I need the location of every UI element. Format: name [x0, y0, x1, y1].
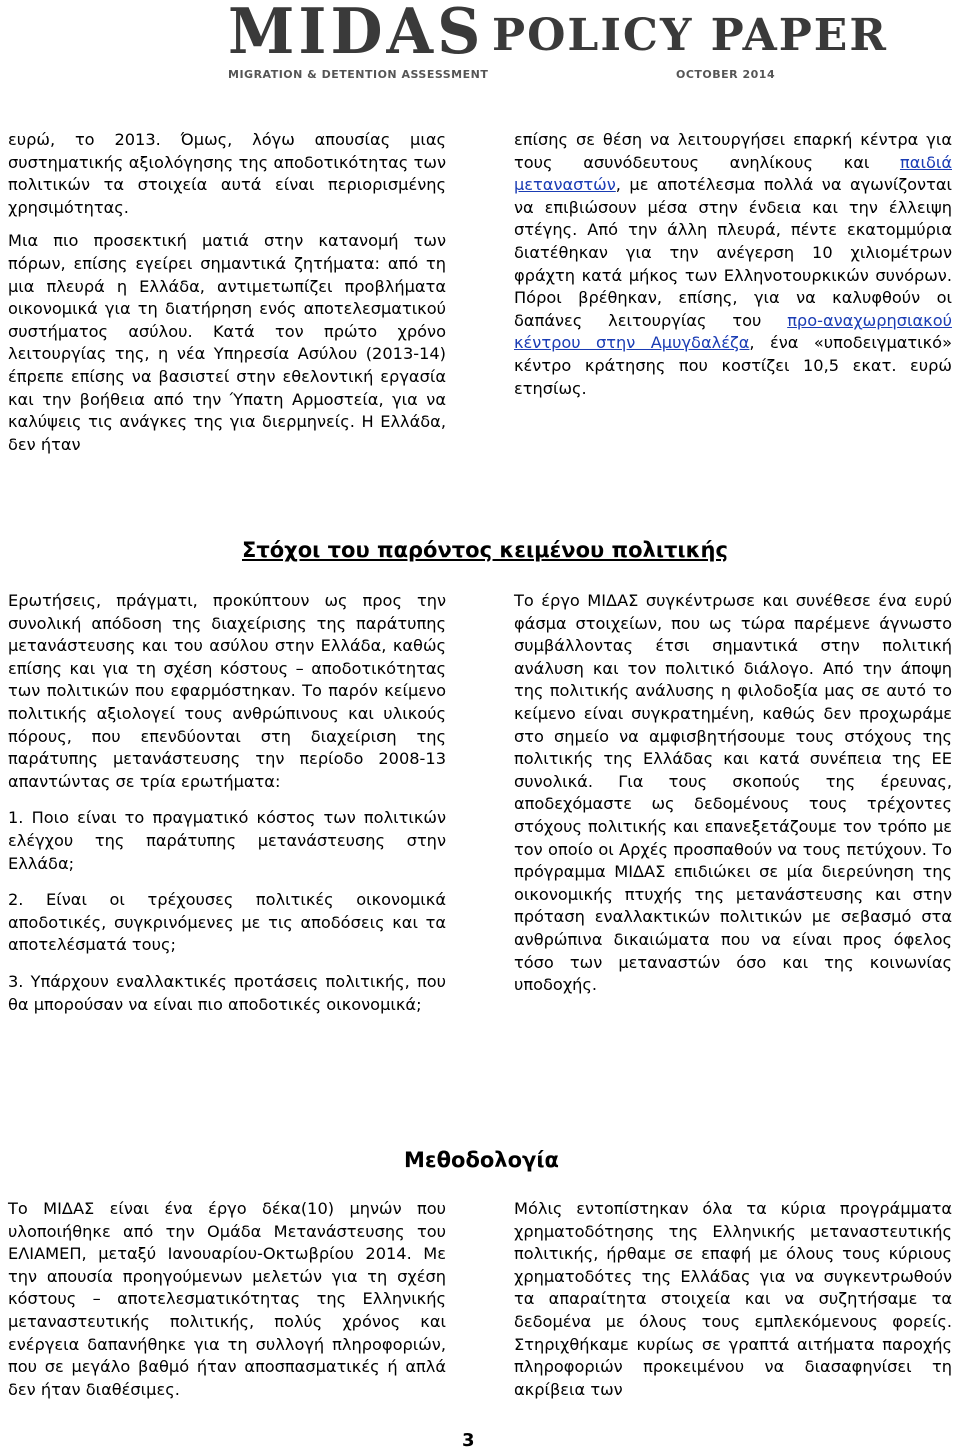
- goals-left-column: [8, 590, 446, 1016]
- logo-subtitle: POLICY PAPER: [492, 10, 888, 61]
- paragraph: Μια πιο προσεκτική ματιά στην κατανομή των πόρων, επίσης εγείρει σημαντικά ζητήματα: από τη μια πλευρά η Ελλάδα, αντιμετωπίζει προβλήματα οικονομικά για τη διατήρηση ενός αποτελεσματικού συστήματος ασύλου. Κατά τον πρώτο χρόνο λειτουργίας της, η νέα Υπηρεσία Ασύλου (2013-14) έπρεπε επίσης να βασιστεί στην εθελοντική εργασία και την βοήθεια από την Ύπατη Αρμοστεία, για να καλύψεις τις ανάγκες της για διερμηνείς. Η Ελλάδα, δεν ήταν: [8, 231, 446, 454]
- section-heading-methodology: Μεθοδολογία: [404, 1148, 559, 1172]
- question-item: 1. Ποιο είναι το πραγματικό κόστος των πολιτικών ελέγχου της παράτυπης μετανάστευσης στην Ελλάδα;: [8, 808, 446, 873]
- link-migrant-children[interactable]: παιδιά μεταναστών: [514, 152, 952, 195]
- paragraph: Το έργο ΜΙΔΑΣ συγκέντρωσε και συνέθεσε ένα ευρύ φάσμα στοιχείων, που ως τώρα παρέμενε άγνωστο συμβάλλοντας έτσι σημαντικά στην πολιτική ανάλυση και τον πολιτικό διάλογο. Από την άποψη της πολιτικής ανάλυσης η φιλοδοξία μας σε αυτό το κείμενο είναι συγκρατημένη, καθώς δεν προχωράμε στο σημείο να αμφισβητήσουμε τους στόχους της πολιτικής της Ελλάδας και κατά συνέπεια της ΕΕ συνολικά. Για τους σκοπούς της έρευνας, αποδεχόμαστε ως δεδομένους τους τρέχοντες στόχους πολιτικής και επανεξετάζουμε τον τρόπο με τον οποίο οι Αρχές προσπαθούν να τους πετύχουν. Το πρόγραμμα ΜΙΔΑΣ επιδιώκει σε μία διερεύνηση της οικονομικής πτυχής της μετανάστευσης και στην πρόταση εναλλακτικών πολιτικών με σεβασμό στα ανθρώπινα δικαιώματα που να είναι προς όφελος τόσο των μεταναστών όσο και της κοινωνίας υποδοχής.: [514, 591, 952, 995]
- paragraph: Μόλις εντοπίστηκαν όλα τα κύρια προγράμματα χρηματοδότησης της Ελληνικής μεταναστευτικής πολιτικής, ήρθαμε σε επαφή με όλους τους κύριους χρηματοδότες της Ελλάδας για να συγκεντρωθούν τα απαραίτητα στοιχεία και να συζητήσαμε τα δεδομένα με όλους τους εμπλεκόμενους φορείς. Στηριχθήκαμε κυρίως σε γραπτά αιτήματα παροχής πληροφοριών προκειμένου να διασαφηνίσει τη ακρίβεια των: [514, 1199, 952, 1399]
- page-number: 3: [462, 1430, 475, 1451]
- paragraph: Ερωτήσεις, πράγματι, προκύπτουν ως προς την συνολική απόδοση της διαχείρισης της παράτυπης μετανάστευσης και του ασύλου στην Ελλάδα, καθώς επίσης και για τη σχέση κόστους – αποδοτικότητας των πολιτικών που εφαρμόστηκαν. Το παρόν κείμενο πολιτικής αξιολογεί τους ανθρώπινους και υλικούς πόρους, που επενδύονται στη διαχείριση της παράτυπης μετανάστευσης την περίοδο 2008-13 απαντώντας σε τρία ερωτήματα:: [8, 591, 446, 791]
- methodology-right-column: [514, 1198, 952, 1401]
- methodology-left-column: [8, 1198, 446, 1401]
- text-run: , με αποτέλεσμα πολλά να αγωνίζονται να επιβιώσουν μέσα στην ένδεια και την έλλειψη στέγης. Από την άλλη πλευρά, πέντε εκατομμύρια διατέθηκαν για την ανέγερση 10 χιλιομέτρων φράχτη κατά μήκος των Ελληνοτουρκικών συνόρων. Πόροι βρέθηκαν, επίσης, για να καλυφθούν οι δαπάνες λειτουργίας του: [514, 175, 952, 330]
- text-run: επίσης σε θέση να λειτουργήσει επαρκή κέντρα για τους ασυνόδευτους ανηλίκους και: [514, 130, 952, 172]
- question-item: 2. Είναι οι τρέχουσες πολιτικές οικονομικά αποδοτικές, συγκρινόμενες με τις αποδόσεις και τα αποτελέσματά τους;: [8, 890, 446, 955]
- paragraph: ευρώ, το 2013. Όμως, λόγω απουσίας μιας συστηματικής αξιολόγησης της αποδοτικότητας των πολιτικών τα στοιχεία αυτά είναι περιορισμένης χρησιμότητας.: [8, 130, 446, 217]
- page-header: [0, 0, 960, 95]
- issue-date: OCTOBER 2014: [676, 68, 776, 81]
- top-left-column: [8, 129, 446, 456]
- top-right-column: [514, 129, 952, 400]
- logo-tagline: MIGRATION & DETENTION ASSESSMENT: [228, 68, 489, 81]
- text-run: , ένα «υποδειγματικό» κέντρο κράτησης που κοστίζει 10,5 εκατ. ευρώ ετησίως.: [514, 333, 952, 398]
- midas-logo: MIDAS: [228, 0, 485, 69]
- paragraph: [514, 129, 952, 400]
- paragraph: Το ΜΙΔΑΣ είναι ένα έργο δέκα(10) μηνών που υλοποιήθηκε από την Ομάδα Μετανάστευσης του ΕΛΙΑΜΕΠ, μεταξύ Ιανουαρίου-Οκτωβρίου 2014. Με την απουσία προηγούμενων μελετών για τη σχέση κόστους – αποτελεσματικότητας της Ελληνικής μεταναστευτικής πολιτικής, πολύς χρόνος και ενέργεια δαπανήθηκε για τη συλλογή πληροφοριών, που σε μεγάλο βαθμό ήταν αποσπασματικές ή απλά δεν ήταν διαθέσιμες.: [8, 1199, 446, 1399]
- section-heading-goals: Στόχοι του παρόντος κειμένου πολιτικής: [242, 538, 728, 562]
- question-item: 3. Υπάρχουν εναλλακτικές προτάσεις πολιτικής, που θα μπορούσαν να είναι πιο αποδοτικές οικονομικά;: [8, 971, 446, 1014]
- link-amygdaleza-center[interactable]: προ-αναχωρησιακού κέντρου στην Αμυγδαλέζα: [514, 310, 952, 353]
- goals-right-column: [514, 590, 952, 997]
